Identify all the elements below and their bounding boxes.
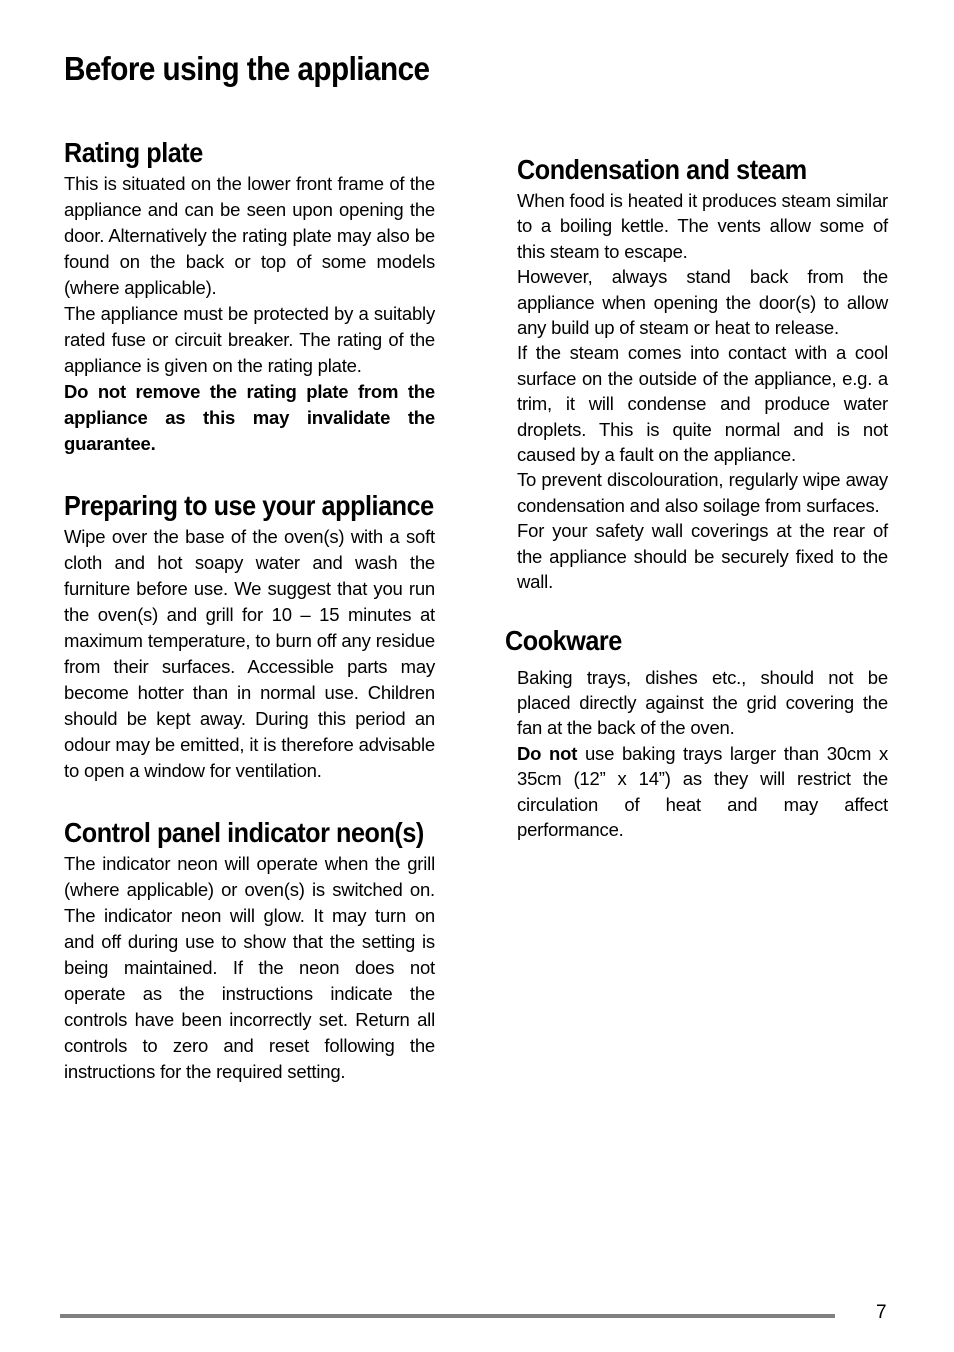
section-condensation: [517, 151, 888, 595]
rating-plate-paragraph-1: This is situated on the lower front frame of the appliance and can be seen upon opening the door. Alternatively the rating plate may also be found on the back or top of some models (where applicable).: [64, 173, 435, 298]
footer-rule: [60, 1314, 835, 1318]
section-control-panel: [64, 814, 435, 1085]
condensation-paragraph-2: However, always stand back from the appliance when opening the door(s) to allow any build up of steam or heat to release.: [517, 266, 888, 339]
condensation-paragraph-4: To prevent discolouration, regularly wipe away condensation and also soilage from surfaces.: [517, 469, 888, 516]
preparing-paragraph: Wipe over the base of the oven(s) with a soft cloth and hot soapy water and wash the furniture before use. We suggest that you run the oven(s) and grill for 10 – 15 minutes at maximum temperature, to burn off any residue from their surfaces. Accessible parts may become hotter than in normal use. Children should be kept away. During this period an odour may be emitted, it is therefore advisable to open a window for ventilation.: [64, 526, 435, 781]
right-column: [505, 151, 888, 842]
condensation-paragraph-1: When food is heated it produces steam similar to a boiling kettle. The vents allow some of this steam to escape.: [517, 190, 888, 262]
rating-plate-warning: Do not remove the rating plate from the appliance as this may invalidate the guarantee.: [64, 381, 435, 454]
section-heading-control-panel: Control panel indicator neon(s): [64, 817, 424, 848]
control-panel-paragraph: The indicator neon will operate when the grill (where applicable) or oven(s) is switched on. The indicator neon will glow. It may turn on and off during use to show that the setting is being maintained. If the neon does not operate as the instructions indicate the controls have been incorrectly set. Return all controls to zero and reset following the instructions for the required setting.: [64, 853, 435, 1082]
section-heading-condensation: Condensation and steam: [517, 154, 807, 185]
page-number: 7: [876, 1302, 887, 1323]
cookware-paragraph-1: Baking trays, dishes etc., should not be placed directly against the grid covering the fan at the back of the oven.: [517, 666, 888, 739]
left-column: [64, 134, 435, 1085]
cookware-paragraph-2-rest: use baking trays larger than 30cm x 35cm (12” x 14”) as they will restrict the circulation of heat and may affect performance.: [517, 742, 888, 840]
condensation-paragraph-3: If the steam comes into contact with a cool surface on the outside of the appliance, e.g. a trim, it will condense and produce water droplets. This is quite normal and is not caused by a fault on the appliance.: [517, 342, 888, 466]
cookware-paragraph-2: [517, 741, 888, 843]
cookware-do-not: Do not: [517, 742, 578, 764]
section-preparing: [64, 487, 435, 784]
section-heading-cookware: Cookware: [505, 624, 622, 656]
section-heading-preparing: Preparing to use your appliance: [64, 490, 434, 521]
section-heading-rating-plate: Rating plate: [64, 137, 203, 168]
condensation-paragraph-5: For your safety wall coverings at the rear of the appliance should be securely fixed to the wall.: [517, 520, 888, 593]
rating-plate-paragraph-2: The appliance must be protected by a suitably rated fuse or circuit breaker. The rating of the appliance is given on the rating plate.: [64, 303, 435, 376]
section-cookware: [505, 622, 888, 843]
section-rating-plate: [64, 134, 435, 457]
page-title: Before using the appliance: [64, 50, 430, 87]
